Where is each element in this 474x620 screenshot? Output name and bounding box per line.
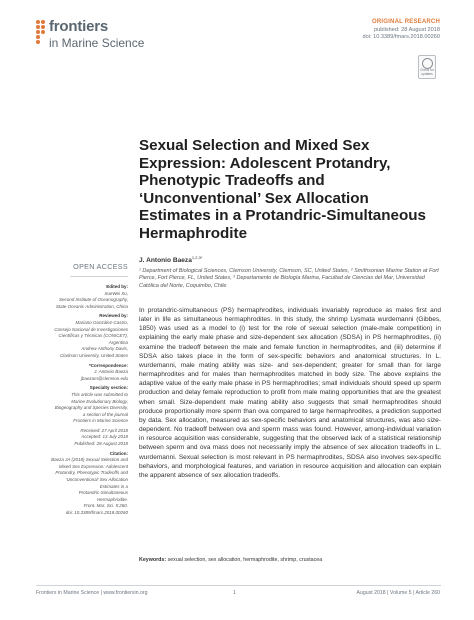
specialty-line: Frontiers in Marine Science: [73, 418, 128, 424]
article-doi[interactable]: doi: 10.3389/fmars.2018.00260: [362, 34, 440, 41]
published-date-sidebar: Published: 28 August 2018: [74, 441, 128, 447]
keywords-line: [139, 557, 441, 563]
page-number: 1: [233, 590, 236, 596]
check-updates-button[interactable]: [418, 55, 436, 79]
footer-divider: [36, 585, 441, 586]
specialty-label: Specialty section:: [89, 385, 128, 391]
author-superscript: 1,2,3*: [191, 255, 203, 260]
article-meta: [363, 19, 440, 42]
footer-journal-link[interactable]: Frontiers in Marine Science | www.frontiersin.org: [36, 590, 148, 596]
correspondence-label: *Correspondence:: [88, 362, 128, 368]
reviewer-line: Clarkson University, United States: [60, 352, 128, 358]
reviewer-info: [30, 320, 128, 360]
citation-line: ‘Unconventional’ Sex Allocation: [65, 477, 128, 483]
correspondence-email-link[interactable]: jbaezam@clemson.edu: [80, 375, 128, 381]
sidebar-divider: [70, 276, 128, 277]
published-date: published: 28 August 2018: [374, 26, 440, 33]
editor-line: XueWei Xu,: [104, 290, 128, 296]
abstract-text: In protandric-simultaneous (PS) hermaphrodites, individuals invariably reproduce as males first and later in life as simultaneous hermaphrodites. In this study, the shrimp Lysmata wurdemanni (Gibbes, 1850) was used as a model to (i) test for the role of sexual selection (male-male competition) in explaining the early male phase and size-dependent sex allocation (SDSA) in PS hermaphrodites, (ii) examine the tradeoff between the male and female function in hermaphrodites, and (iii) determine if SDSA also takes place in the form of sex-specific behaviors and anatomical structures. In L. wurdemanni, male mating ability was size- and sex-dependent; greater for small than for large hermaphrodites and for males than hermaphrodites matched in body size. The above explains the adaptive value of the early male phase in PS hermaphrodites; small individuals should speed up sperm production and delay female reproduction to profit from male mating opportunities that are the greatest when small. Size-dependent male mating ability also suggests that small hermaphrodites should produce proportionally more sperm than ova compared to large hermaphrodites, a prediction supported by data. Sex allocation, measured as sex-specific behaviors and anatomical structures, was also size-dependent. No tradeoff between ova and sperm mass was found. However, among-individual variation in resource acquisition was considerable, suggesting that the observed lack of a statistical relationship between sperm and ova mass does not necessarily imply the absence of sex allocation tradeoffs in L. wurdemanni. Sexual selection is most relevant in PS hermaphrodites, SDSA also involves sex-specific behaviors, and morphological features, and variation in resource acquisition and allocation can explain the apparent absence of sex allocation tradeoffs.: [139, 307, 441, 479]
journal-name: in Marine Science: [49, 36, 145, 50]
editor-line: State Oceanic Administration, China: [55, 303, 128, 309]
updates-label: Check for updates: [420, 68, 434, 76]
reviewer-line: Consejo Nacional de Investigaciones: [54, 326, 128, 332]
specialty-line: Marine Evolutionary Biology,: [71, 398, 128, 404]
keywords-label: Keywords:: [139, 557, 167, 563]
specialty-line: a section of the journal: [82, 411, 128, 417]
citation-line: Mixed Sex Expression: Adolescent: [58, 463, 128, 469]
reviewer-line: Mariano González-Castro,: [75, 319, 128, 325]
article-info-sidebar: [30, 281, 128, 518]
correspondence-name: J. Antonio Baeza: [94, 369, 128, 375]
footer-issue-info: August 2018 | Volume 5 | Article 260: [356, 590, 440, 596]
citation-line: Hermaphrodite.: [96, 496, 128, 502]
citation-line: Front. Mar. Sci. 5:260.: [83, 503, 128, 509]
citation-info: [30, 457, 128, 516]
article-title: Sexual Selection and Mixed Sex Expression: Adolescent Protandry, Phenotypic Tradeoffs and ‘Unconventional’ Sex Allocation Estimates in a Protandric-Simultaneous Hermaphrodite: [139, 137, 426, 242]
reviewer-line: Andrew Anthony Davis,: [81, 346, 128, 352]
citation-line: Protandry, Phenotypic Tradeoffs and: [55, 470, 128, 476]
keywords-list: sexual selection, sex allocation, hermaphrodite, shrimp, crustacea: [167, 557, 323, 563]
specialty-line: This article was submitted to: [71, 391, 128, 397]
received-date: Received: 27 April 2018: [80, 427, 128, 433]
affiliations: ¹ Department of Biological Sciences, Clemson University, Clemson, SC, United States, ² Smithsonian Marine Station at Fort Pierce, Fort Pierce, FL, United States, ³ Departamento de Biología Marina, Facultad de Ciencias del Mar, Universidad Católica del Norte, Coquimbo, Chile: [139, 268, 439, 289]
citation-doi-link[interactable]: doi: 10.3389/fmars.2018.00260: [65, 510, 128, 515]
reviewer-line: Científicas y Técnicas (CONICET),: [58, 333, 128, 339]
author-name[interactable]: J. Antonio Baeza: [139, 257, 192, 265]
editor-line: Second Institute of Oceanography,: [59, 297, 128, 303]
citation-line: Protandric-Simultaneous: [78, 490, 128, 496]
citation-line: Baeza JA (2018) Sexual Selection and: [51, 457, 128, 463]
journal-logo[interactable]: [36, 18, 196, 52]
citation-line: Estimates in a: [99, 483, 128, 489]
reviewed-by-label: Reviewed by:: [99, 313, 128, 319]
edited-by-label: Edited by:: [106, 284, 128, 289]
brand-name: frontiers: [49, 18, 109, 35]
frontiers-logo-icon: [36, 20, 46, 46]
dates-info: [30, 428, 128, 448]
reviewer-line: Argentina: [108, 339, 128, 345]
accepted-date: Accepted: 13 July 2018: [81, 434, 128, 440]
editor-info: [30, 291, 128, 311]
article-type: ORIGINAL RESEARCH: [372, 19, 440, 25]
author-line: [139, 255, 202, 264]
correspondence-info: [30, 369, 128, 382]
specialty-info: [30, 392, 128, 425]
specialty-line: Biogeography and Species Diversity,: [54, 405, 128, 411]
citation-label: Citation:: [109, 450, 128, 456]
open-access-label: OPEN ACCESS: [73, 262, 128, 271]
